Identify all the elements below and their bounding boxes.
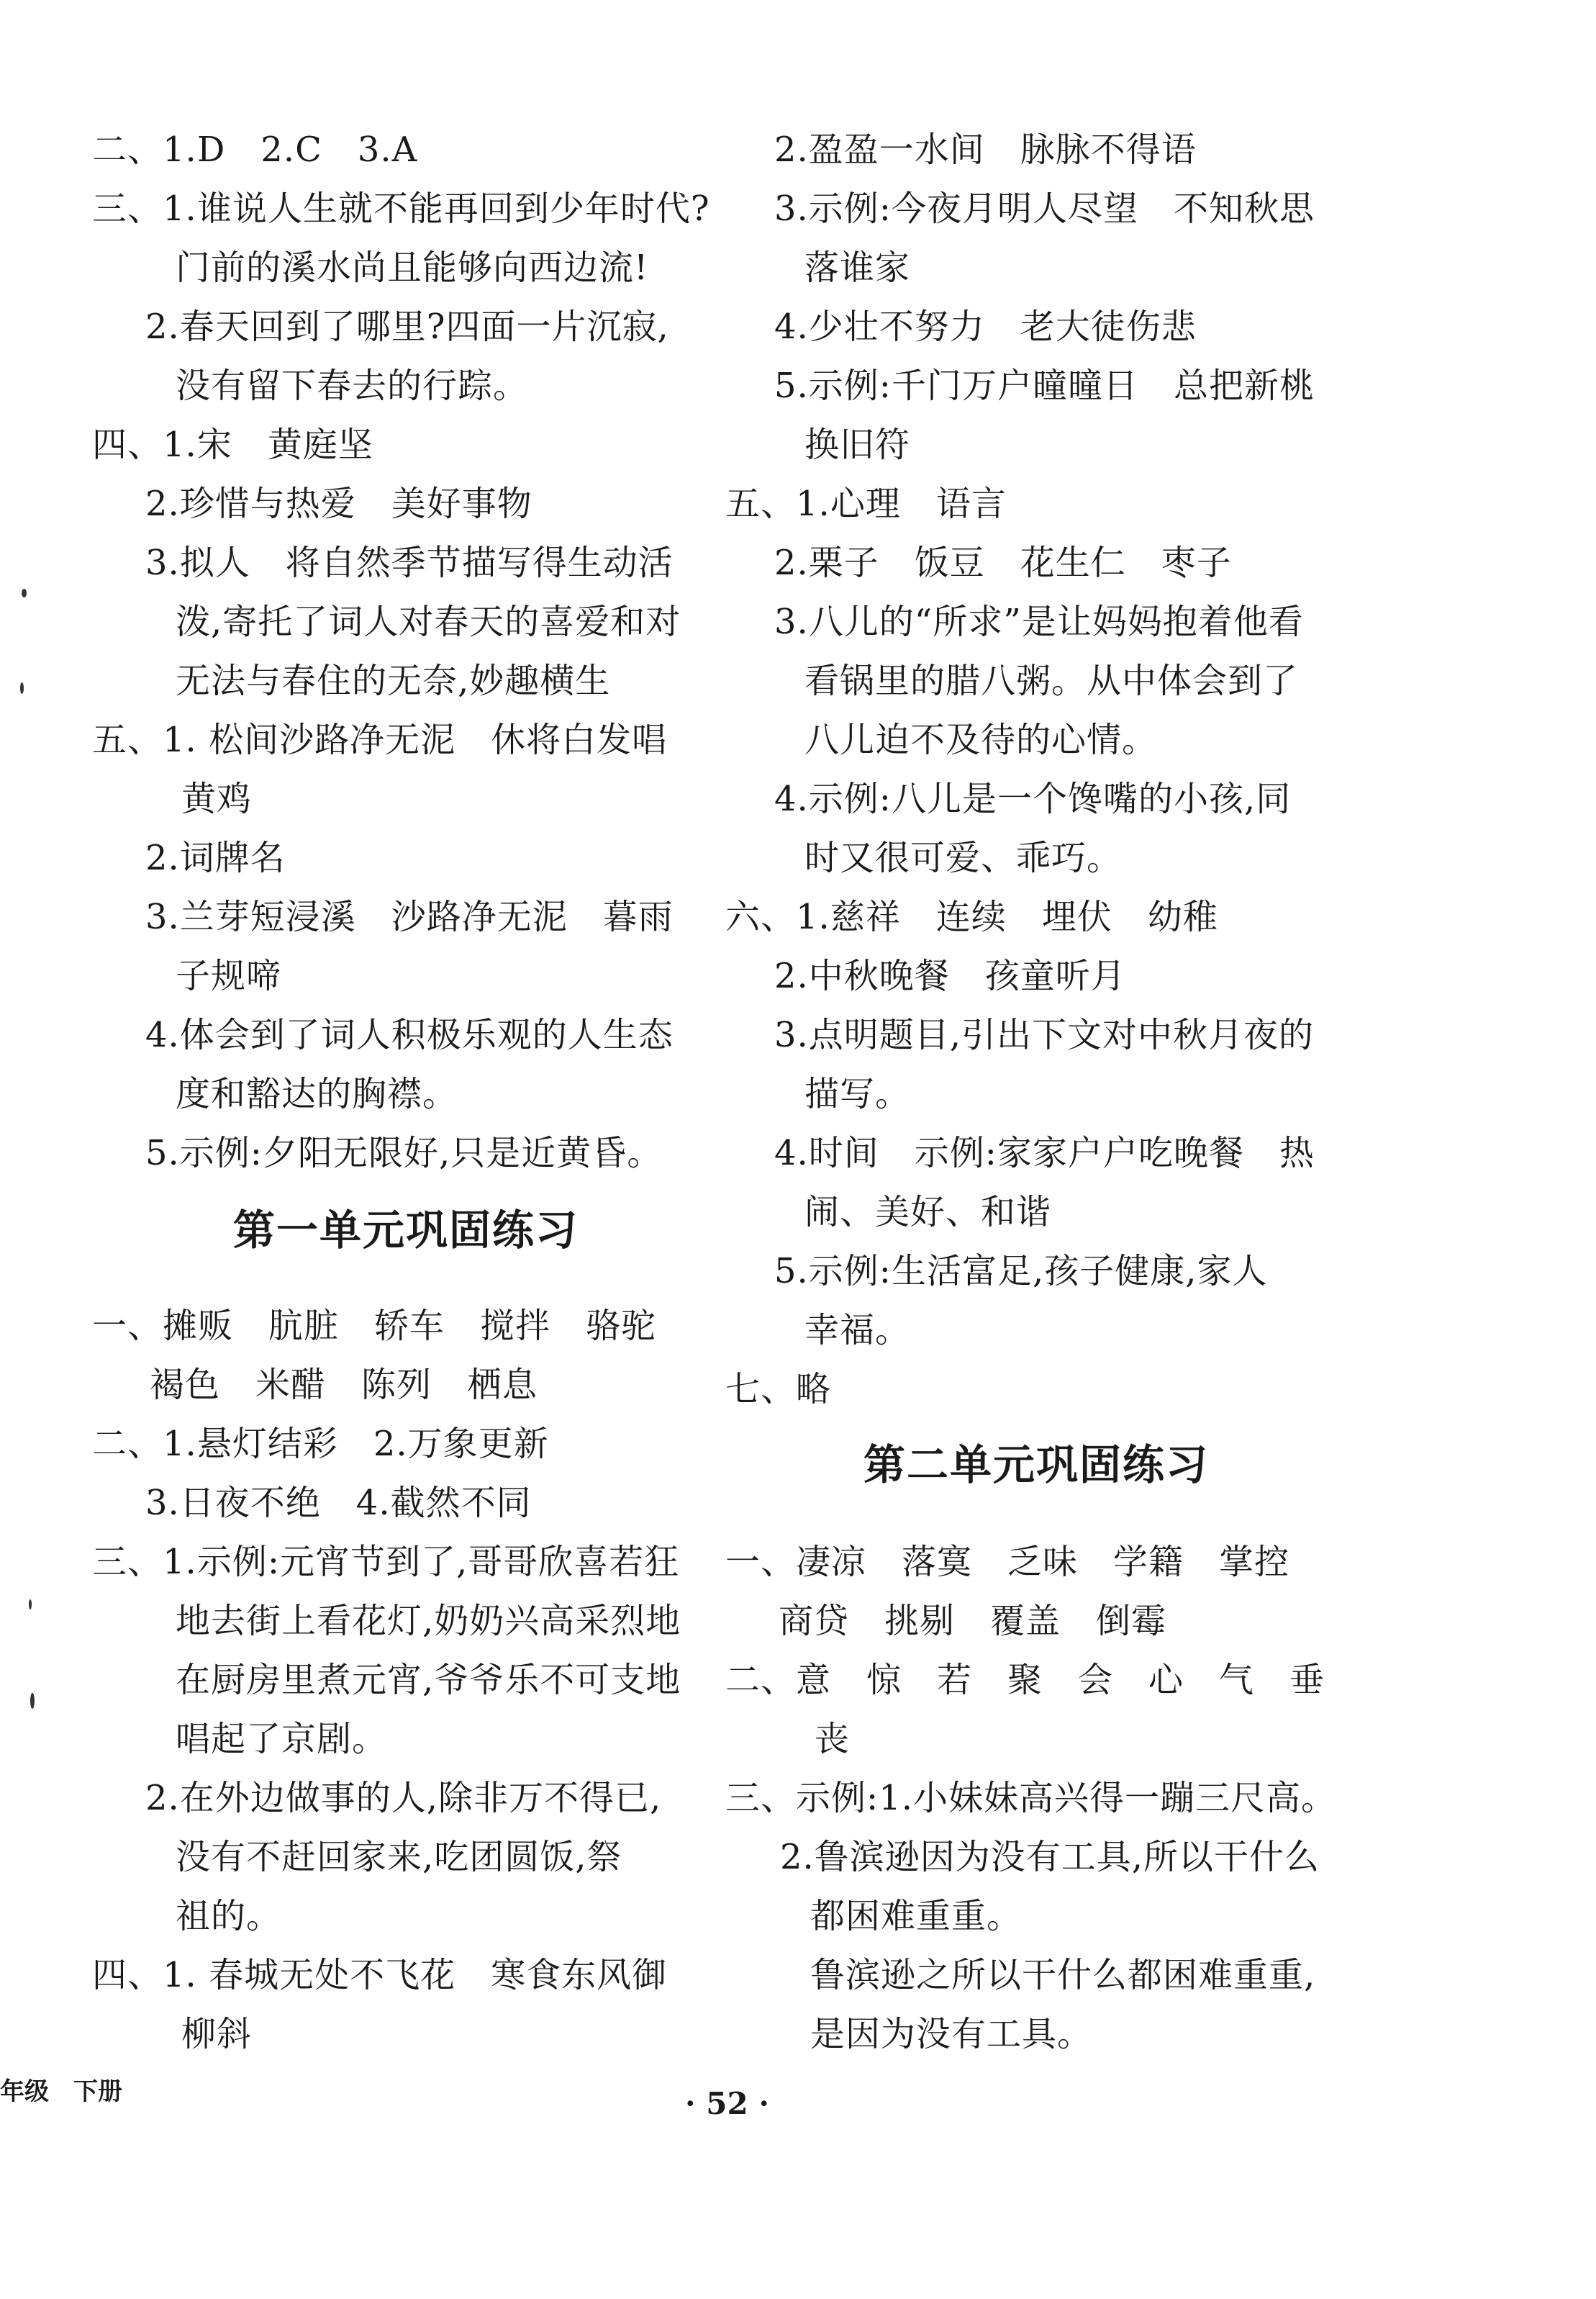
answer-line: 描写。 xyxy=(804,1074,911,1114)
answer-line: 没有不赶回家来,吃团圆饭,祭 xyxy=(176,1837,622,1877)
answer-line: 2.春天回到了哪里?四面一片沉寂, xyxy=(145,307,669,347)
scan-speck xyxy=(29,1599,32,1609)
answer-line: 地去街上看花灯,奶奶兴高采烈地 xyxy=(176,1601,681,1641)
answer-line: 三、示例:1.小妹妹高兴得一蹦三尺高。 xyxy=(725,1778,1336,1818)
answer-line: 丧 xyxy=(815,1719,851,1759)
scan-speck xyxy=(20,682,24,694)
answer-line: 2.鲁滨逊因为没有工具,所以干什么 xyxy=(780,1837,1320,1877)
answer-line: 3.拟人 将自然季节描写得生动活 xyxy=(145,543,674,583)
answer-line: 一、摊贩 肮脏 轿车 搅拌 骆驼 xyxy=(92,1306,657,1346)
answer-line: 四、1. 春城无处不飞花 寒食东风御 xyxy=(92,1955,668,1995)
answer-line: 2.珍惜与热爱 美好事物 xyxy=(145,484,532,524)
answer-line: 三、1.示例:元宵节到了,哥哥欣喜若狂 xyxy=(92,1542,680,1582)
answer-line: 鲁滨逊之所以干什么都困难重重, xyxy=(810,1955,1316,1995)
answer-line: 没有留下春去的行踪。 xyxy=(176,366,529,406)
answer-line: 3.八儿的“所求”是让妈妈抱着他看 xyxy=(774,602,1304,642)
answer-line: 4.少壮不努力 老大徒伤悲 xyxy=(774,307,1197,347)
answer-line: 4.示例:八儿是一个馋嘴的小孩,同 xyxy=(774,779,1292,819)
answer-line: 度和豁达的胸襟。 xyxy=(176,1074,458,1114)
answer-line: 八儿迫不及待的心情。 xyxy=(804,720,1158,760)
answer-line: 5.示例:夕阳无限好,只是近黄昏。 xyxy=(145,1133,663,1173)
answer-line: 六、1.慈祥 连续 埋伏 幼稚 xyxy=(725,897,1218,937)
answer-line: 时又很可爱、乖巧。 xyxy=(804,838,1123,878)
answer-line: 4.时间 示例:家家户户吃晚餐 热 xyxy=(774,1133,1315,1173)
answer-line: 落谁家 xyxy=(804,248,911,288)
grade-volume-label: 年级 下册 xyxy=(0,2077,122,2106)
answer-line: 七、略 xyxy=(725,1369,832,1409)
answer-line: 2.词牌名 xyxy=(145,838,286,878)
answer-line: 3.点明题目,引出下文对中秋月夜的 xyxy=(774,1015,1315,1055)
answer-line: 3.示例:今夜月明人尽望 不知秋思 xyxy=(774,189,1315,229)
answer-line: 在厨房里煮元宵,爷爷乐不可支地 xyxy=(176,1660,681,1700)
scan-speck xyxy=(22,589,27,597)
answer-line: 5.示例:生活富足,孩子健康,家人 xyxy=(774,1251,1268,1291)
answer-line: 幸福。 xyxy=(804,1310,911,1350)
scan-speck xyxy=(30,1693,35,1709)
section-heading: 第一单元巩固练习 xyxy=(233,1206,579,1255)
answer-line: 是因为没有工具。 xyxy=(810,2014,1093,2054)
answer-line: 祖的。 xyxy=(176,1896,282,1936)
answer-line: 二、1.D 2.C 3.A xyxy=(92,130,418,170)
answer-line: 5.示例:千门万户曈曈日 总把新桃 xyxy=(774,366,1315,406)
answer-line: 2.栗子 饭豆 花生仁 枣子 xyxy=(774,543,1232,583)
answer-line: 四、1.宋 黄庭坚 xyxy=(92,425,373,465)
section-heading: 第二单元巩固练习 xyxy=(863,1440,1210,1489)
answer-line: 2.在外边做事的人,除非万不得已, xyxy=(145,1778,662,1818)
answer-line: 都困难重重。 xyxy=(810,1896,1023,1936)
answer-line: 3.日夜不绝 4.截然不同 xyxy=(145,1483,532,1523)
answer-line: 褐色 米醋 陈列 栖息 xyxy=(150,1365,538,1405)
answer-line: 无法与春住的无奈,妙趣横生 xyxy=(176,661,611,701)
answer-line: 闹、美好、和谐 xyxy=(804,1192,1052,1232)
answer-line: 商贷 挑剔 覆盖 倒霉 xyxy=(779,1601,1167,1641)
answer-line: 黄鸡 xyxy=(181,779,253,819)
answer-line: 4.体会到了词人积极乐观的人生态 xyxy=(145,1015,674,1055)
answer-line: 看锅里的腊八粥。从中体会到了 xyxy=(804,661,1299,701)
page-number: · 52 · xyxy=(685,2086,769,2121)
answer-line: 唱起了京剧。 xyxy=(176,1719,388,1759)
answer-line: 2.中秋晚餐 孩童听月 xyxy=(774,956,1126,996)
answer-line: 二、意 惊 若 聚 会 心 气 垂 xyxy=(725,1660,1325,1700)
answer-line: 二、1.悬灯结彩 2.万象更新 xyxy=(92,1424,549,1464)
answer-line: 一、凄凉 落寞 乏味 学籍 掌控 xyxy=(725,1542,1290,1582)
answer-line: 柳斜 xyxy=(181,2014,253,2054)
answer-line: 3.兰芽短浸溪 沙路净无泥 暮雨 xyxy=(145,897,674,937)
answer-line: 三、1.谁说人生就不能再回到少年时代? xyxy=(92,189,710,229)
answer-line: 2.盈盈一水间 脉脉不得语 xyxy=(774,130,1197,170)
answer-line: 子规啼 xyxy=(176,956,282,996)
answer-line: 换旧符 xyxy=(804,425,911,465)
answer-line: 五、1.心理 语言 xyxy=(725,484,1007,524)
answer-line: 五、1. 松间沙路净无泥 休将白发唱 xyxy=(92,720,668,760)
answer-line: 门前的溪水尚且能够向西边流! xyxy=(176,248,649,288)
answer-line: 泼,寄托了词人对春天的喜爱和对 xyxy=(176,602,681,642)
